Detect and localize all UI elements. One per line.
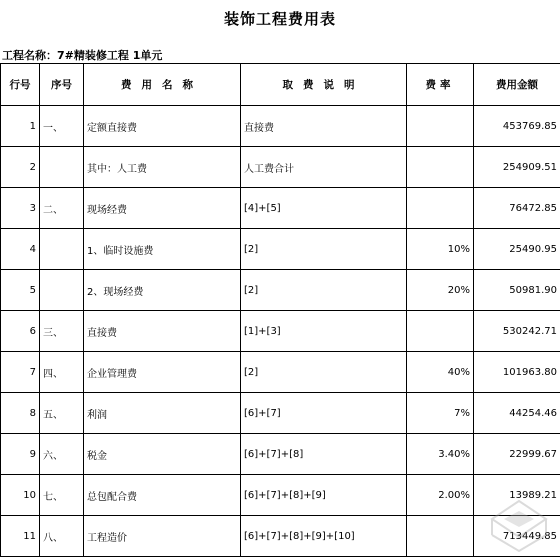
table-row <box>1 270 560 311</box>
table-row <box>1 516 560 557</box>
cell-amount: 44254.46 <box>474 393 560 434</box>
table-row <box>1 475 560 516</box>
cell-desc: [4]+[5] <box>241 188 407 229</box>
cell-seq: 五、 <box>40 393 84 434</box>
cell-line-no: 8 <box>1 393 40 434</box>
table-row <box>1 147 560 188</box>
cell-rate <box>407 516 474 557</box>
cell-line-no: 7 <box>1 352 40 393</box>
table-row <box>1 229 560 270</box>
table-row <box>1 434 560 475</box>
cell-line-no: 9 <box>1 434 40 475</box>
cell-desc: [2] <box>241 352 407 393</box>
cell-rate: 40% <box>407 352 474 393</box>
cell-seq: 八、 <box>40 516 84 557</box>
cell-name: 工程造价 <box>84 516 241 557</box>
cell-line-no: 11 <box>1 516 40 557</box>
cell-amount: 713449.85 <box>474 516 560 557</box>
cell-rate: 2.00% <box>407 475 474 516</box>
page-title: 装饰工程费用表 <box>223 10 336 28</box>
cell-line-no: 1 <box>1 106 40 147</box>
cell-amount: 76472.85 <box>474 188 560 229</box>
cell-amount: 50981.90 <box>474 270 560 311</box>
cell-line-no: 2 <box>1 147 40 188</box>
cell-rate: 3.40% <box>407 434 474 475</box>
cell-desc: [6]+[7] <box>241 393 407 434</box>
cell-amount: 453769.85 <box>474 106 560 147</box>
cell-name: 企业管理费 <box>84 352 241 393</box>
cell-amount: 101963.80 <box>474 352 560 393</box>
header-amount: 费用金额 <box>474 64 560 106</box>
cell-seq: 六、 <box>40 434 84 475</box>
table-row <box>1 106 560 147</box>
table-row <box>1 188 560 229</box>
cell-name: 直接费 <box>84 311 241 352</box>
cell-desc: [1]+[3] <box>241 311 407 352</box>
cell-name: 定额直接费 <box>84 106 241 147</box>
cell-name: 1、临时设施费 <box>84 229 241 270</box>
table-header-row <box>1 64 560 106</box>
cell-desc: [6]+[7]+[8]+[9] <box>241 475 407 516</box>
cell-name: 总包配合费 <box>84 475 241 516</box>
cell-name: 利润 <box>84 393 241 434</box>
cell-rate <box>407 188 474 229</box>
watermark-logo <box>484 497 554 553</box>
cell-rate <box>407 147 474 188</box>
cell-seq <box>40 229 84 270</box>
cell-desc: [2] <box>241 229 407 270</box>
cell-line-no: 10 <box>1 475 40 516</box>
cell-seq: 一、 <box>40 106 84 147</box>
header-name: 费用名称 <box>84 64 241 106</box>
fee-table <box>0 63 560 557</box>
cell-rate: 7% <box>407 393 474 434</box>
cell-line-no: 5 <box>1 270 40 311</box>
cell-rate: 10% <box>407 229 474 270</box>
cell-desc: 直接费 <box>241 106 407 147</box>
project-name: 工程名称：7#精装修工程 1单元 <box>2 49 163 62</box>
cell-desc: [6]+[7]+[8]+[9]+[10] <box>241 516 407 557</box>
cell-rate <box>407 106 474 147</box>
cell-name: 其中：人工费 <box>84 147 241 188</box>
cell-amount: 22999.67 <box>474 434 560 475</box>
header-line-no: 行号 <box>1 64 40 106</box>
cell-seq <box>40 270 84 311</box>
cell-seq: 七、 <box>40 475 84 516</box>
cell-seq: 三、 <box>40 311 84 352</box>
cell-desc: [6]+[7]+[8] <box>241 434 407 475</box>
cell-desc: [2] <box>241 270 407 311</box>
header-desc: 取费说明 <box>241 64 407 106</box>
cell-rate: 20% <box>407 270 474 311</box>
cell-seq <box>40 147 84 188</box>
cell-amount: 254909.51 <box>474 147 560 188</box>
cell-line-no: 6 <box>1 311 40 352</box>
cell-name: 税金 <box>84 434 241 475</box>
cell-desc: 人工费合计 <box>241 147 407 188</box>
cell-amount: 13989.21 <box>474 475 560 516</box>
cell-amount: 25490.95 <box>474 229 560 270</box>
cell-amount: 530242.71 <box>474 311 560 352</box>
header-rate: 费率 <box>407 64 474 106</box>
cell-name: 现场经费 <box>84 188 241 229</box>
table-row <box>1 311 560 352</box>
header-seq: 序号 <box>40 64 84 106</box>
cell-rate <box>407 311 474 352</box>
cell-seq: 四、 <box>40 352 84 393</box>
cell-seq: 二、 <box>40 188 84 229</box>
table-row <box>1 393 560 434</box>
cell-line-no: 4 <box>1 229 40 270</box>
cell-name: 2、现场经费 <box>84 270 241 311</box>
cell-line-no: 3 <box>1 188 40 229</box>
table-row <box>1 352 560 393</box>
